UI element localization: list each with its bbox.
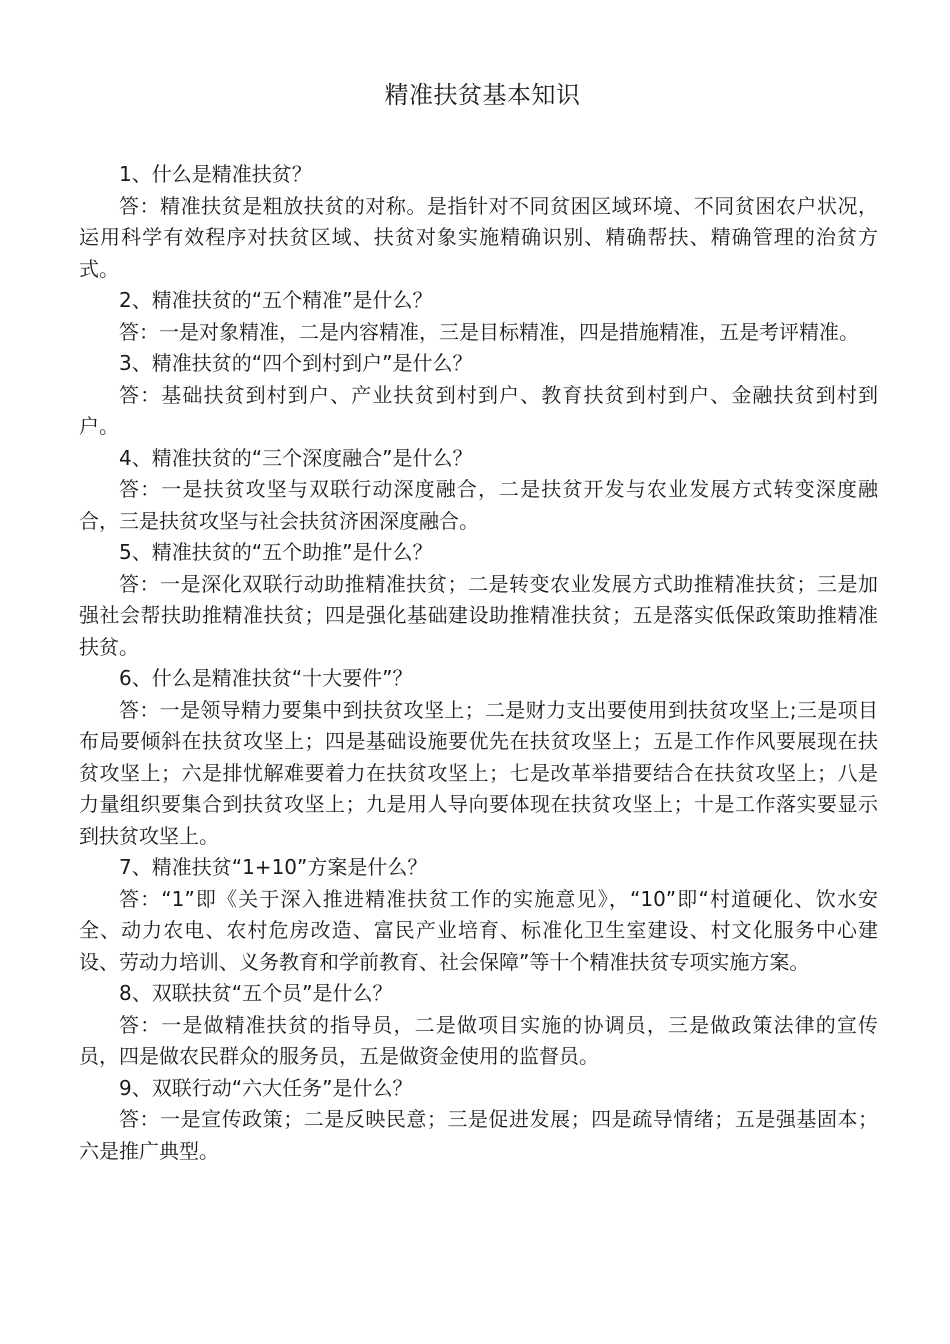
question-3: 3、精准扶贫的“四个到村到户”是什么？ <box>119 351 473 375</box>
qa-item-4 <box>79 443 878 538</box>
qa-item-9 <box>79 1073 878 1168</box>
answer-6: 答：一是领导精力要集中到扶贫攻坚上；二是财力支出要使用到扶贫攻坚上;三是项目布局要倾斜在扶贫攻坚上；四是基础设施要优先在扶贫攻坚上；五是工作作风要展现在扶贫攻坚上；六是排忧解难要着力在扶贫攻坚上；七是改革举措要结合在扶贫攻坚上；八是力量组织要集合到扶贫攻坚上；九是用人导向要体现在扶贫攻坚上；十是工作落实要显示到扶贫攻坚上。 <box>79 697 878 848</box>
qa-item-6 <box>79 663 878 852</box>
qa-item-8 <box>79 978 878 1073</box>
answer-4: 答：一是扶贫攻坚与双联行动深度融合，二是扶贫开发与农业发展方式转变深度融合，三是扶贫攻坚与社会扶贫济困深度融合。 <box>79 477 878 533</box>
answer-1: 答：精准扶贫是粗放扶贫的对称。是指针对不同贫困区域环境、不同贫困农户状况，运用科学有效程序对扶贫区域、扶贫对象实施精确识别、精确帮扶、精确管理的治贫方式。 <box>79 193 878 281</box>
answer-9: 答：一是宣传政策；二是反映民意；三是促进发展；四是疏导情绪；五是强基固本；六是推广典型。 <box>79 1107 878 1163</box>
qa-item-2 <box>79 285 878 348</box>
qa-item-3 <box>79 348 878 443</box>
question-2: 2、精准扶贫的“五个精准”是什么？ <box>119 288 433 312</box>
answer-7: 答：“1”即《关于深入推进精准扶贫工作的实施意见》，“10”即“村道硬化、饮水安全、动力农电、农村危房改造、富民产业培育、标准化卫生室建设、村文化服务中心建设、劳动力培训、义务教育和学前教育、社会保障”等十个精准扶贫专项实施方案。 <box>79 886 878 974</box>
question-5: 5、精准扶贫的“五个助推”是什么？ <box>119 540 433 564</box>
question-4: 4、精准扶贫的“三个深度融合”是什么？ <box>119 445 473 470</box>
answer-2: 答：一是对象精准，二是内容精准，三是目标精准，四是措施精准，五是考评精准。 <box>119 319 859 344</box>
qa-item-5 <box>79 537 878 663</box>
document-title: 精准扶贫基本知识 <box>384 81 581 109</box>
answer-5: 答：一是深化双联行动助推精准扶贫；二是转变农业发展方式助推精准扶贫；三是加强社会帮扶助推精准扶贫；四是强化基础建设助推精准扶贫；五是落实低保政策助推精准扶贫。 <box>79 571 878 659</box>
answer-8: 答：一是做精准扶贫的指导员，二是做项目实施的协调员，三是做政策法律的宣传员，四是做农民群众的服务员，五是做资金使用的监督员。 <box>79 1012 878 1068</box>
question-1: 1、什么是精准扶贫？ <box>119 162 312 186</box>
qa-item-1 <box>79 159 878 285</box>
question-7: 7、精准扶贫“1+10”方案是什么？ <box>119 855 428 879</box>
question-8: 8、双联扶贫“五个员”是什么？ <box>119 981 393 1005</box>
answer-3: 答：基础扶贫到村到户、产业扶贫到村到户、教育扶贫到村到户、金融扶贫到村到户。 <box>79 382 878 438</box>
question-9: 9、双联行动“六大任务”是什么？ <box>119 1075 413 1100</box>
question-6: 6、什么是精准扶贫“十大要件”？ <box>119 666 413 690</box>
qa-item-7 <box>79 852 878 978</box>
